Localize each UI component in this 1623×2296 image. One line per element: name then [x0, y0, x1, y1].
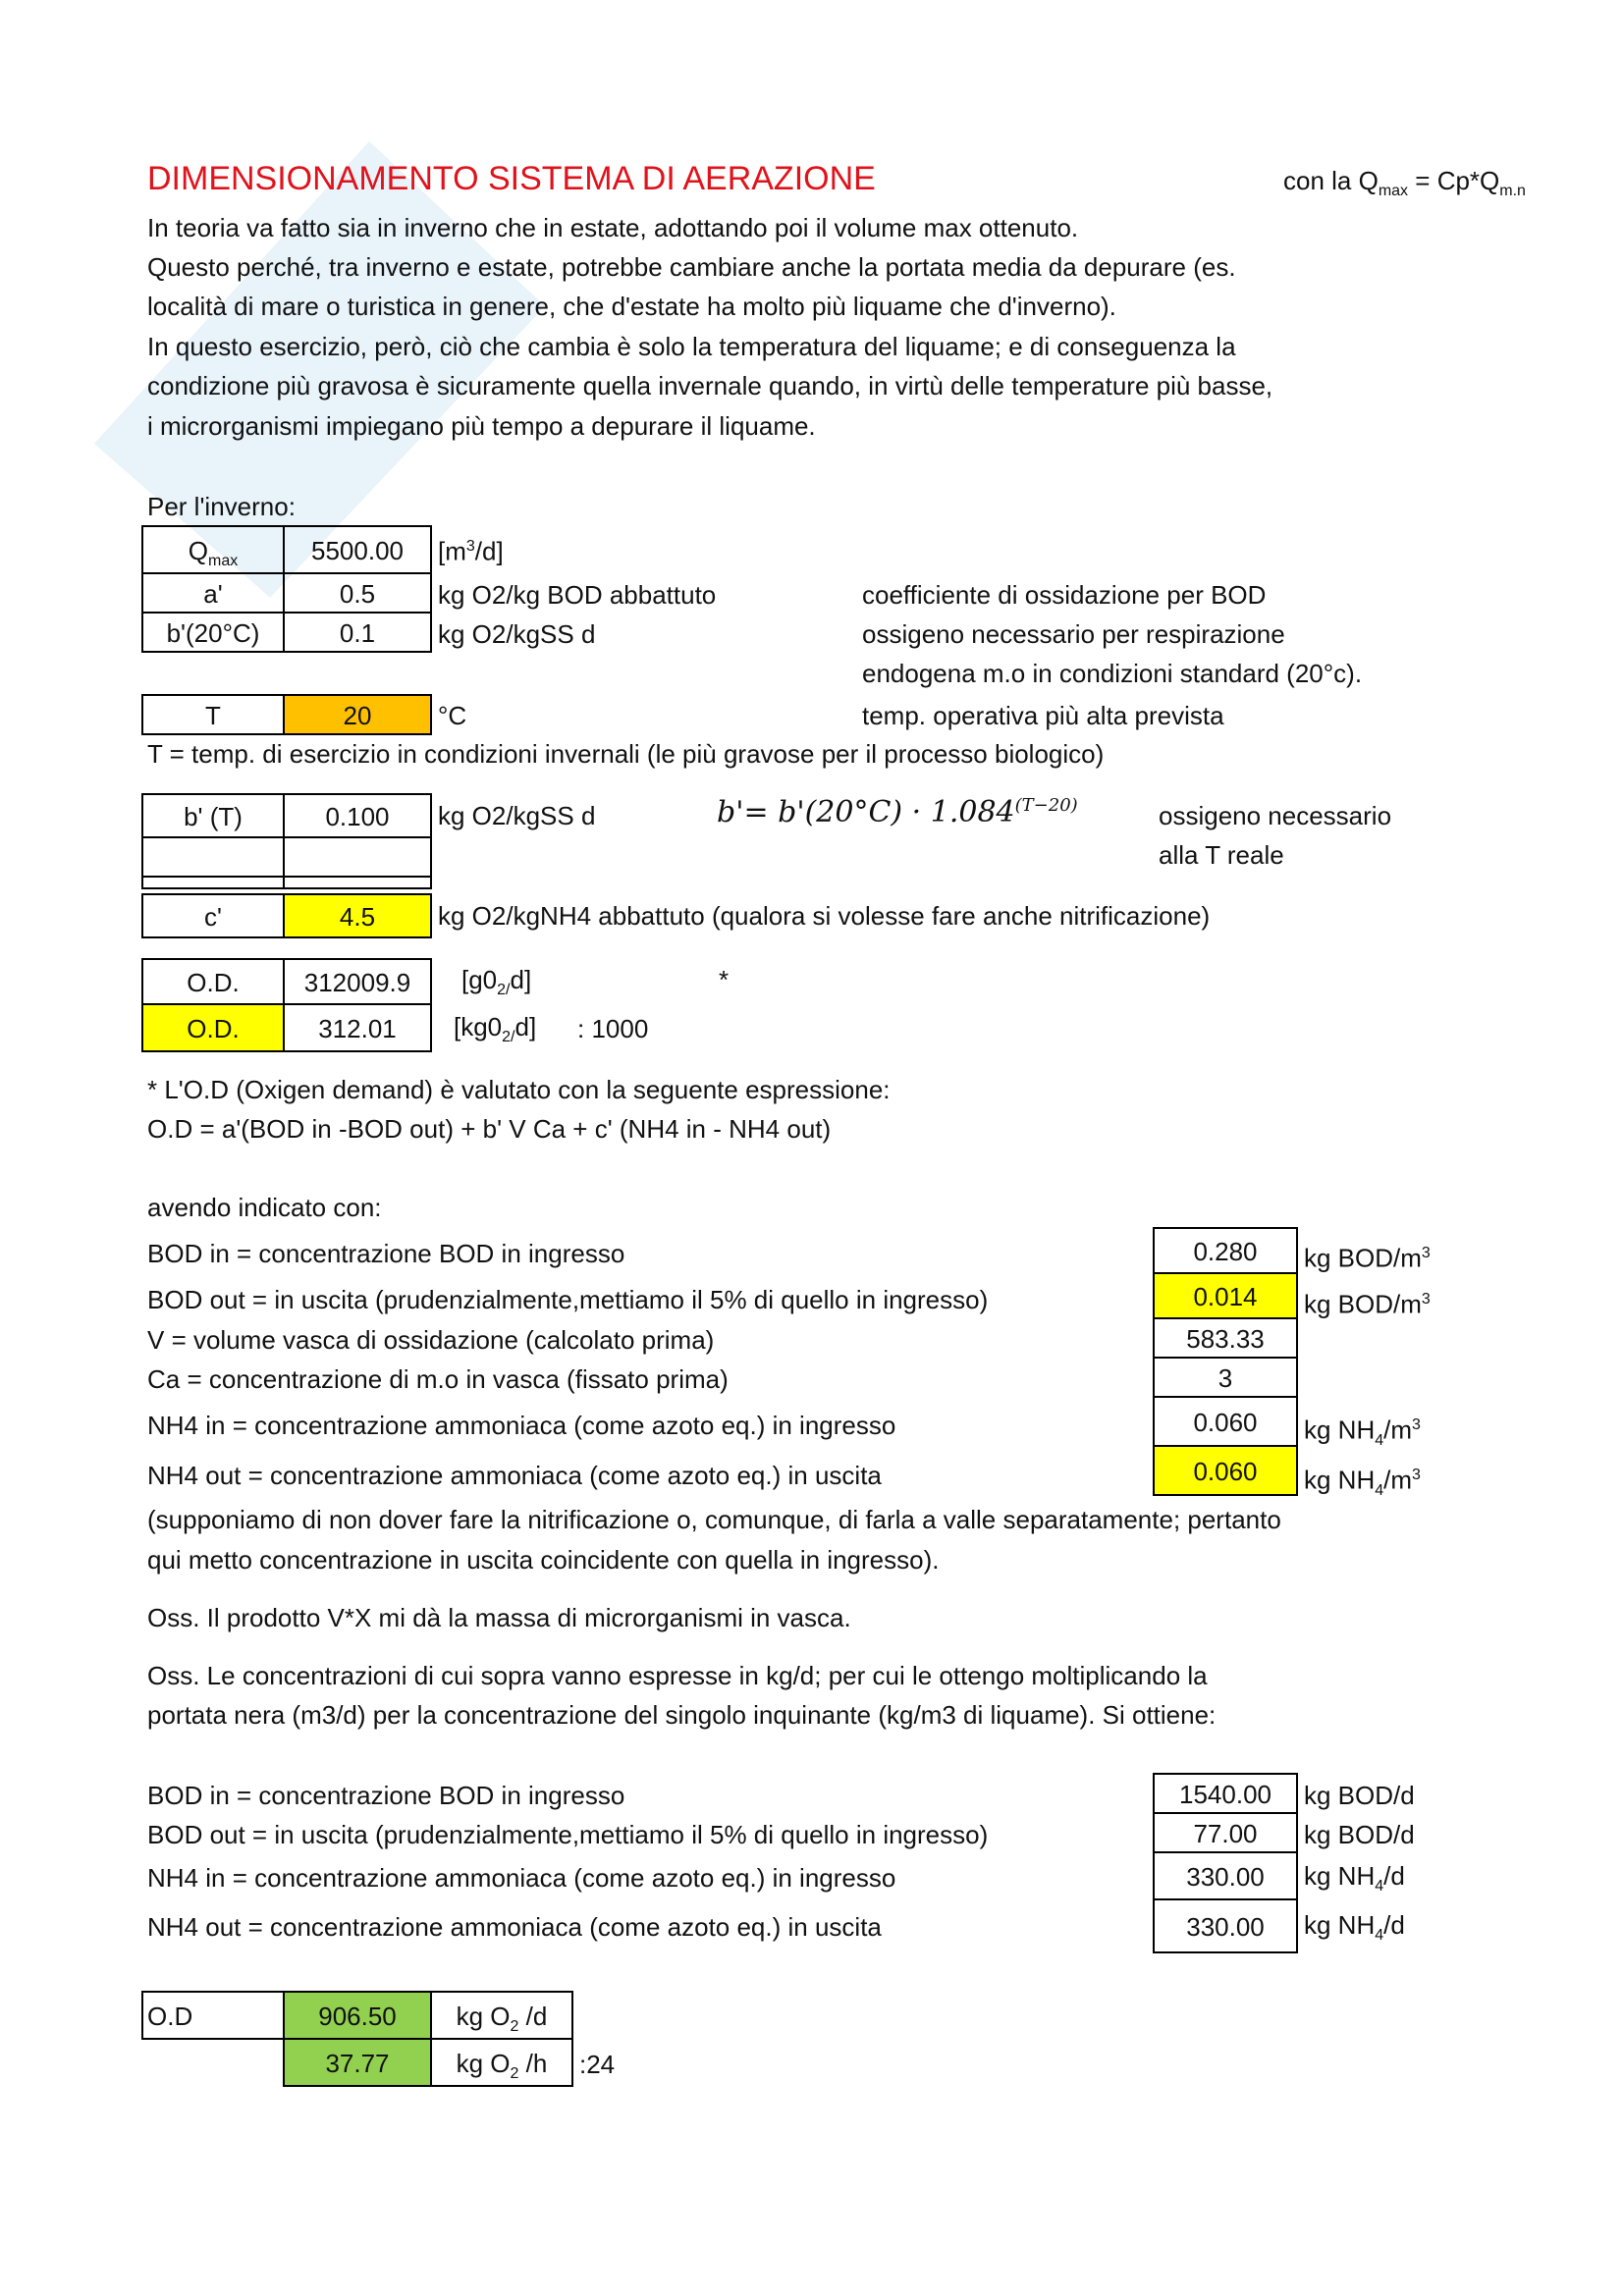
bt-desc: alla T reale	[1159, 840, 1284, 870]
load-desc: BOD in = concentrazione BOD in ingresso	[147, 1781, 625, 1810]
result-label: O.D	[141, 1991, 285, 2040]
od-kg-value: 312.01	[283, 1003, 432, 1052]
result-day-value: 906.50	[283, 1991, 432, 2040]
load-value: 330.00	[1153, 1898, 1298, 1953]
empty-cell	[283, 836, 432, 878]
intro-line: i microrganismi impiegano più tempo a depurare il liquame.	[147, 411, 816, 441]
bt-unit: kg O2/kgSS d	[438, 801, 596, 830]
note-line: Oss. Le concentrazioni di cui sopra vanno espresse in kg/d; per cui le ottengo moltiplicando la	[147, 1661, 1208, 1690]
result-day-unit: kg $O_2$ /d	[430, 1991, 573, 2040]
empty-cell	[283, 876, 432, 889]
param-value: 3	[1153, 1357, 1298, 1398]
t-desc: temp. operativa più alta prevista	[862, 701, 1224, 730]
bt-label: b' (T)	[141, 793, 285, 838]
param-desc: BOD out = in uscita (prudenzialmente,mettiamo il 5% di quello in ingresso)	[147, 1285, 989, 1314]
b20-value: 0.1	[283, 612, 432, 653]
param-desc: NH4 in = concentrazione ammoniaca (come azoto eq.) in ingresso	[147, 1411, 896, 1440]
od-g-value: 312009.9	[283, 958, 432, 1005]
c-label: c'	[141, 893, 285, 938]
param-value: 0.060	[1153, 1396, 1298, 1447]
param-unit: kg BOD/$m^3$	[1304, 1243, 1431, 1273]
od-expl-line: avendo indicato con:	[147, 1193, 382, 1222]
c-value: 4.5	[283, 893, 432, 938]
bt-desc: ossigeno necessario	[1159, 801, 1392, 830]
od-g-label: O.D.	[141, 958, 285, 1005]
t-label: T	[141, 694, 285, 735]
param-value: 583.33	[1153, 1317, 1298, 1359]
param-unit: kg BOD/$m^3$	[1304, 1289, 1431, 1319]
load-value: 77.00	[1153, 1812, 1298, 1853]
param-desc: V = volume vasca di ossidazione (calcolato prima)	[147, 1325, 715, 1355]
od-g-unit: $[g0_{2/}d]$	[461, 965, 532, 999]
param-desc: Ca = concentrazione di m.o in vasca (fissato prima)	[147, 1364, 729, 1394]
param-unit: kg $NH_4/m^3$	[1304, 1415, 1421, 1449]
empty-cell	[141, 836, 285, 878]
load-unit: kg $NH_4/d$	[1304, 1861, 1405, 1896]
t-note: T = temp. di esercizio in condizioni invernali (le più gravose per il processo biologico)	[147, 739, 1105, 769]
note-line: portata nera (m3/d) per la concentrazione del singolo inquinante (kg/m3 di liquame). Si ottiene:	[147, 1700, 1217, 1730]
intro-line: In questo esercizio, però, ciò che cambia è solo la temperatura del liquame; e di conseguenza la	[147, 332, 1236, 361]
b20-desc: ossigeno necessario per respirazione	[862, 619, 1285, 649]
a-label: a'	[141, 572, 285, 614]
intro-line: Questo perché, tra inverno e estate, potrebbe cambiare anche la portata media da depurare (es.	[147, 252, 1236, 282]
bt-formula: $b'= b'(20^\circ C) \cdot 1.084^{(T-20)}$	[717, 795, 1078, 829]
qmax-value: 5500.00	[283, 525, 432, 574]
load-desc: NH4 in = concentrazione ammoniaca (come azoto eq.) in ingresso	[147, 1863, 896, 1893]
od-expl-line: * L'O.D (Oxigen demand) è valutato con la seguente espressione:	[147, 1075, 891, 1104]
a-desc: coefficiente di ossidazione per BOD	[862, 580, 1267, 610]
od-kg-unit: $[kg0_{2/}d]$	[454, 1012, 537, 1046]
qmax-note: con la $Q_{max} = Cp*Q_{m.n}$	[1283, 166, 1526, 200]
od-kg-divisor: : 1000	[577, 1014, 649, 1043]
param-value: 0.060	[1153, 1445, 1298, 1496]
load-unit: kg BOD/d	[1304, 1820, 1415, 1849]
result-divisor: :24	[579, 2050, 616, 2079]
b20-unit: kg O2/kgSS d	[438, 619, 596, 649]
a-value: 0.5	[283, 572, 432, 614]
load-unit: kg $NH_4/d$	[1304, 1910, 1405, 1945]
result-hour-value: 37.77	[283, 2038, 432, 2087]
qmax-unit: $[m^3/d]$	[438, 536, 504, 566]
b20-label: b'(20°C)	[141, 612, 285, 653]
note-line: qui metto concentrazione in uscita coincidente con quella in ingresso).	[147, 1545, 940, 1575]
page-title: DIMENSIONAMENTO SISTEMA DI AERAZIONE	[147, 160, 876, 197]
result-hour-unit: kg $O_2$ /h	[430, 2038, 573, 2087]
od-kg-label: O.D.	[141, 1003, 285, 1052]
winter-heading: Per l'inverno:	[147, 492, 296, 521]
t-unit: °C	[438, 701, 467, 730]
param-value: 0.280	[1153, 1227, 1298, 1274]
intro-line: In teoria va fatto sia in inverno che in estate, adottando poi il volume max ottenuto.	[147, 213, 1079, 242]
load-desc: NH4 out = concentrazione ammoniaca (come azoto eq.) in uscita	[147, 1912, 882, 1942]
intro-line: condizione più gravosa è sicuramente quella invernale quando, in virtù delle temperature più basse,	[147, 371, 1273, 400]
load-value: 330.00	[1153, 1851, 1298, 1900]
empty-cell	[141, 876, 285, 889]
load-value: 1540.00	[1153, 1773, 1298, 1814]
bt-value: 0.100	[283, 793, 432, 838]
c-unit: kg O2/kgNH4 abbattuto (qualora si volesse fare anche nitrificazione)	[438, 901, 1211, 931]
empty-cell	[141, 2038, 285, 2087]
od-expl-line: O.D = a'(BOD in -BOD out) + b' V Ca + c' (NH4 in - NH4 out)	[147, 1114, 832, 1144]
qmax-label: $Q_{max}$	[141, 525, 285, 574]
param-desc: NH4 out = concentrazione ammoniaca (come azoto eq.) in uscita	[147, 1461, 882, 1490]
load-unit: kg BOD/d	[1304, 1781, 1415, 1810]
asterisk-mark: *	[719, 965, 730, 994]
param-unit: kg $NH_4/m^3$	[1304, 1465, 1421, 1499]
load-desc: BOD out = in uscita (prudenzialmente,mettiamo il 5% di quello in ingresso)	[147, 1820, 989, 1849]
param-value: 0.014	[1153, 1272, 1298, 1319]
note-line: Oss. Il prodotto V*X mi dà la massa di microrganismi in vasca.	[147, 1603, 851, 1632]
note-line: (supponiamo di non dover fare la nitrificazione o, comunque, di farla a valle separatamente; pertanto	[147, 1505, 1281, 1534]
t-value: 20	[283, 694, 432, 735]
param-desc: BOD in = concentrazione BOD in ingresso	[147, 1239, 625, 1268]
a-unit: kg O2/kg BOD abbattuto	[438, 580, 717, 610]
b20-desc: endogena m.o in condizioni standard (20°c).	[862, 659, 1363, 688]
intro-line: località di mare o turistica in genere, che d'estate ha molto più liquame che d'inverno).	[147, 292, 1116, 321]
